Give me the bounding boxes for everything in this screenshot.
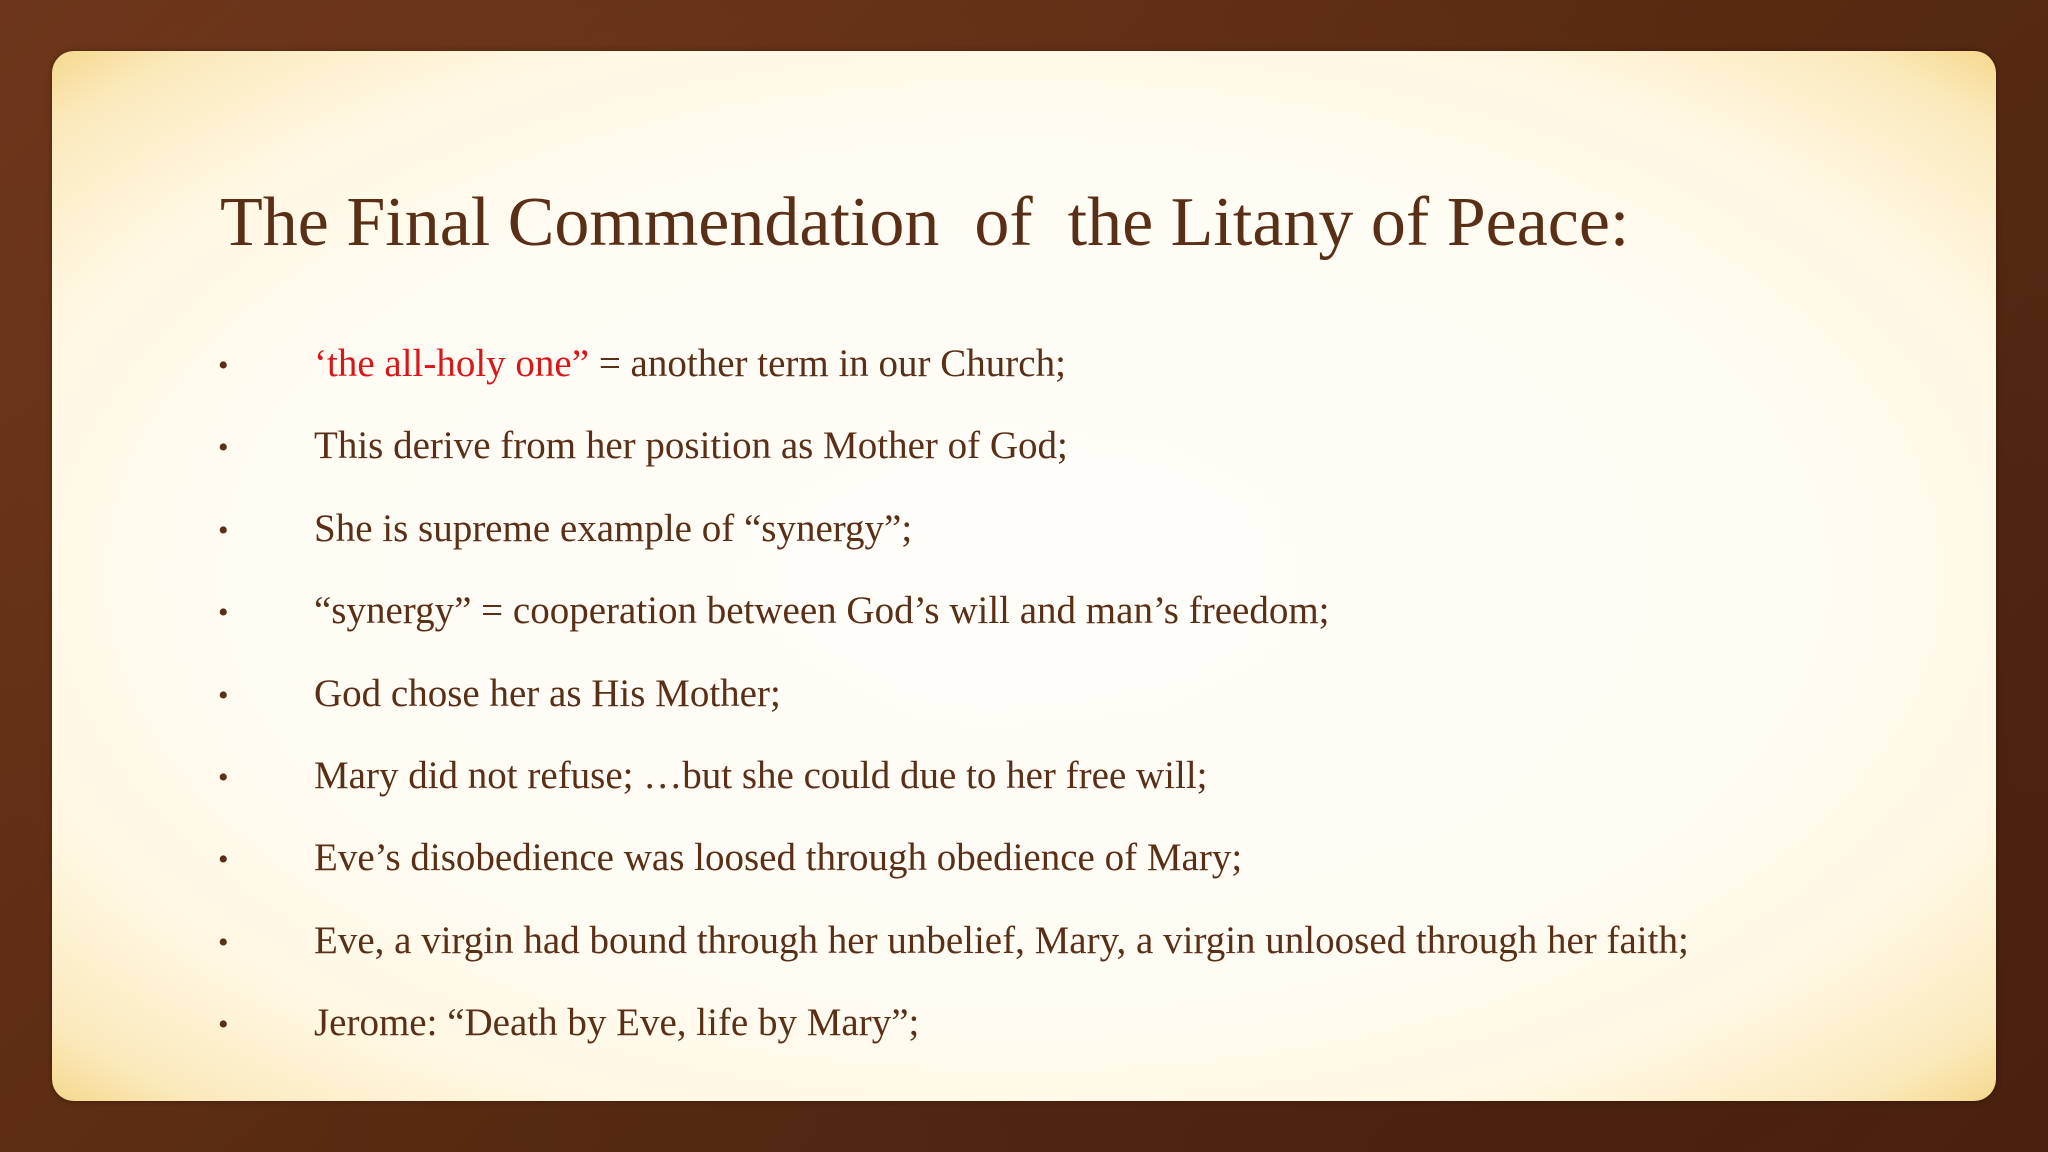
bullet-point-icon: • [218,513,229,547]
bullet-text: “synergy” = cooperation between God’s will and man’s freedom; [314,589,1330,633]
bullet-text: This derive from her position as Mother of God; [314,424,1068,468]
bullet-text [314,341,1066,386]
bullet-point-icon: • [218,431,229,465]
bullet-point-icon: • [218,925,229,959]
bullet-text: Eve, a virgin had bound through her unbelief, Mary, a virgin unloosed through her faith; [314,918,1689,962]
bullet-text: Eve’s disobedience was loosed through obedience of Mary; [314,836,1243,880]
bullet-point-icon: • [218,1008,229,1042]
bullet-text: Mary did not refuse; …but she could due to her free will; [314,753,1208,797]
bullet-point-icon: • [218,843,229,877]
bullet-point-icon: • [218,760,229,794]
bullet-text: Jerome: “Death by Eve, life by Mary”; [314,1001,920,1045]
bullet-text-rest: = another term in our Church; [589,342,1066,385]
slide-title: The Final Commendation of the Litany of Peace: [220,184,1630,261]
slide-frame [52,51,1996,1101]
bullet-text: She is supreme example of “synergy”; [314,506,913,550]
bullet-point-icon: • [218,678,229,712]
bullet-point-icon: • [218,349,229,382]
bullet-point-icon: • [218,596,229,630]
highlighted-term: ‘the all-holy one” [314,342,590,385]
bullet-text: God chose her as His Mother; [314,671,781,715]
